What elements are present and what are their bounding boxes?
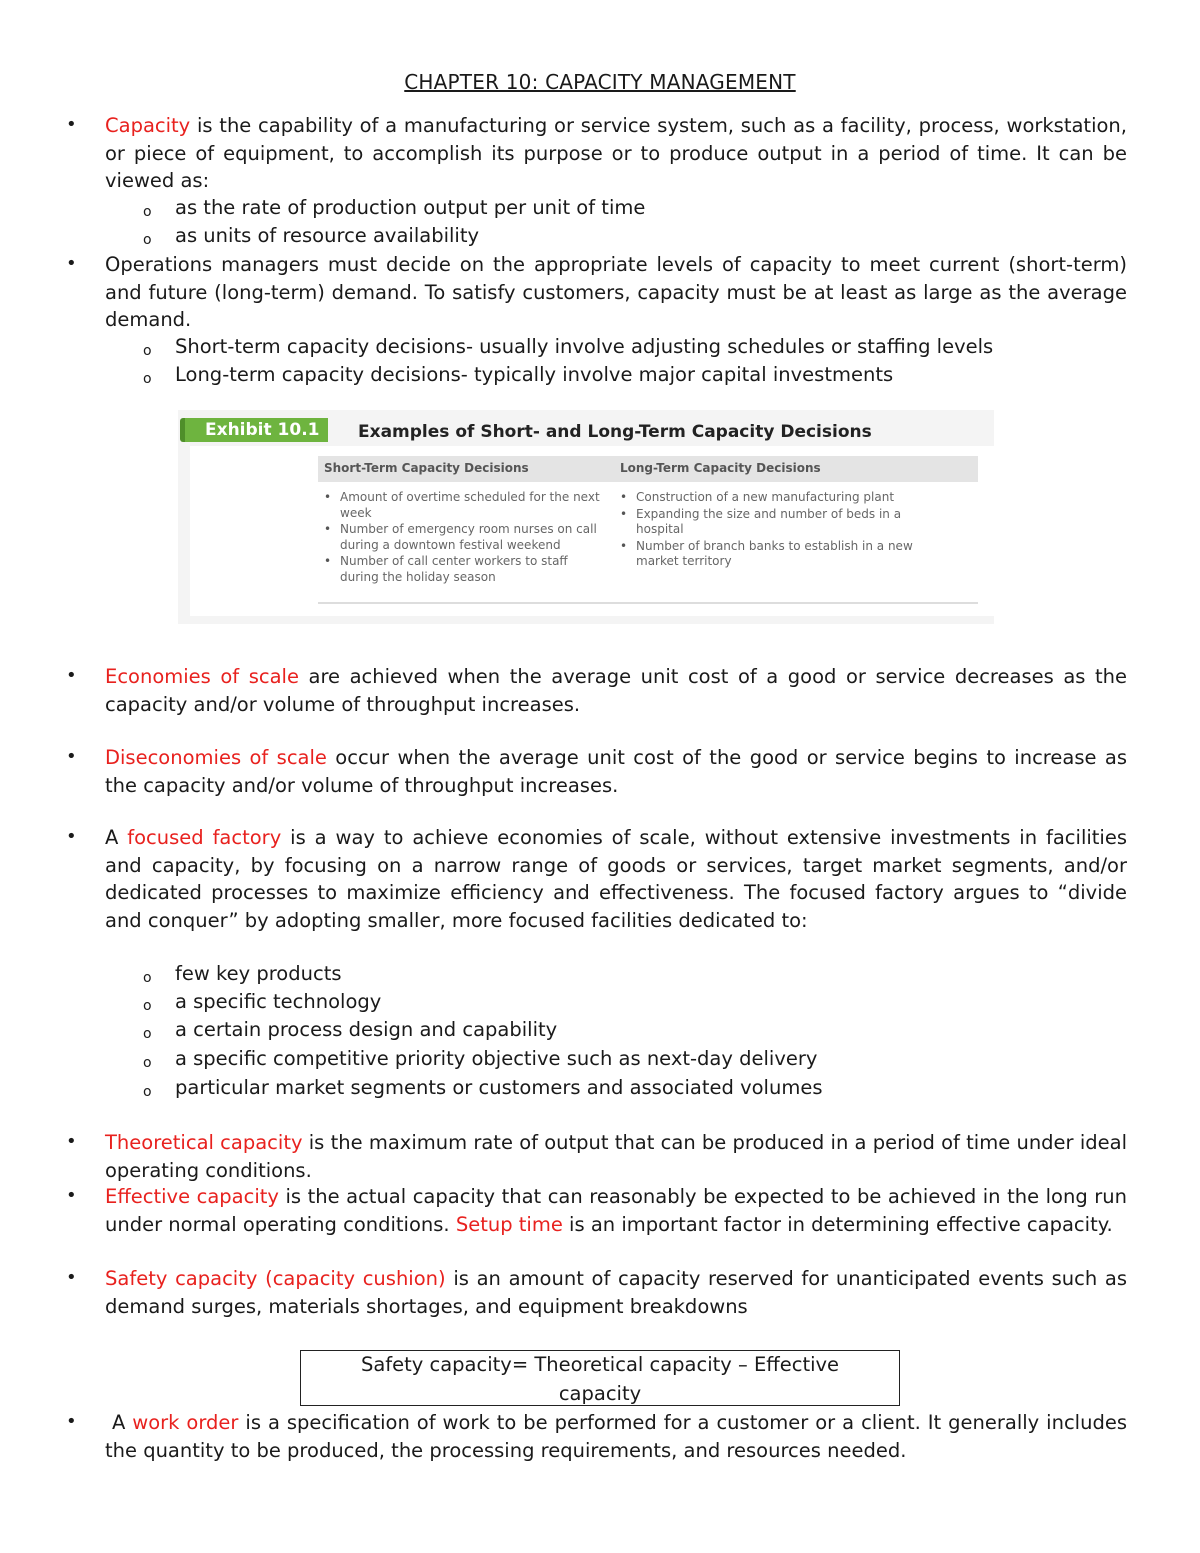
sub-bullet: o [143,371,152,387]
sub-bullet: o [143,232,152,248]
list-item: • Construction of a new manufacturing plant [614,490,944,506]
header-short-term: Short-Term Capacity Decisions [324,461,529,475]
bullet: • [66,746,77,767]
sub-item: Long-term capacity decisions- typically involve major capital investments [175,363,894,386]
sub-bullet: o [143,1026,152,1042]
bullet: • [66,1267,77,1288]
bullet: • [66,1185,77,1206]
sub-item: a certain process design and capability [175,1018,558,1041]
sub-item: few key products [175,962,342,985]
list-item: • Expanding the size and number of beds in a hospital [614,507,944,538]
bullet: • [66,665,77,686]
paragraph-operations: Operations managers must decide on the appropriate levels of capacity to meet current (short-term) and future (long-term) demand. To satisfy customers, capacity must be at least as large as the average demand. [105,253,1127,331]
sub-item: a specific technology [175,990,382,1013]
page-title: CHAPTER 10: CAPACITY MANAGEMENT [404,70,796,94]
paragraph-theoretical: Theoretical capacity is the maximum rate of output that can be produced in a period of time under ideal operating conditions. [105,1131,1127,1182]
sub-item: particular market segments or customers and associated volumes [175,1076,823,1099]
bullet: • [66,114,77,135]
exhibit-table-header [318,456,978,482]
paragraph-economies: Economies of scale are achieved when the average unit cost of a good or service decreases as the capacity and/or volume of throughput increases. [105,665,1127,716]
paragraph-focused-factory: A focused factory is a way to achieve economies of scale, without extensive investments in facilities and capacity, by focusing on a narrow range of goods or services, target market segments, and/or dedicated processes to maximize efficiency and effectiveness. The focused factory argues to “divide and conquer” by adopting smaller, more focused facilities dedicated to: [105,826,1127,932]
sub-item: as the rate of production output per unit of time [175,196,646,219]
sub-bullet: o [143,1084,152,1100]
bullet: • [66,253,77,274]
list-item: • Number of branch banks to establish in a new market territory [614,539,944,570]
divider [318,602,978,604]
paragraph-safety: Safety capacity (capacity cushion) is an amount of capacity reserved for unanticipated events such as demand surges, materials shortages, and equipment breakdowns [105,1267,1127,1318]
sub-bullet: o [143,970,152,986]
sub-item: as units of resource availability [175,224,480,247]
sub-bullet: o [143,998,152,1014]
exhibit-title: Examples of Short- and Long-Term Capacity Decisions [358,422,872,442]
list-item: • Number of call center workers to staff during the holiday season [318,554,608,585]
long-term-list [614,490,944,571]
sub-bullet: o [143,343,152,359]
sub-bullet: o [143,204,152,220]
exhibit-badge: Exhibit 10.1 [180,418,328,442]
sub-bullet: o [143,1055,152,1071]
list-item: • Number of emergency room nurses on call during a downtown festival weekend [318,522,608,553]
paragraph-effective: Effective capacity is the actual capacity that can reasonably be expected to be achieved in the long run under normal operating conditions. Setup time is an important factor in determining effective capacity. [105,1185,1127,1236]
sub-item: Short-term capacity decisions- usually involve adjusting schedules or staffing levels [175,335,994,358]
term-capacity: Capacity [105,114,191,137]
sub-item: a specific competitive priority objective such as next-day delivery [175,1047,818,1070]
short-term-list [318,490,608,586]
formula-box: Safety capacity= Theoretical capacity – Effective capacity [300,1350,900,1406]
paragraph-capacity: Capacity is the capability of a manufacturing or service system, such as a facility, process, workstation, or piece of equipment, to accomplish its purpose or to produce output in a period of time. It can be viewed as: [105,114,1127,192]
list-item: • Amount of overtime scheduled for the next week [318,490,608,521]
bullet: • [66,826,77,847]
bullet: • [66,1411,77,1432]
bullet: • [66,1131,77,1152]
header-long-term: Long-Term Capacity Decisions [620,461,821,475]
exhibit-figure [178,410,994,624]
paragraph-work-order: A work order is a specification of work to be performed for a customer or a client. It generally includes the quantity to be produced, the processing requirements, and resources needed. [105,1411,1134,1462]
paragraph-diseconomies: Diseconomies of scale occur when the average unit cost of the good or service begins to increase as the capacity and/or volume of throughput increases. [105,746,1127,797]
